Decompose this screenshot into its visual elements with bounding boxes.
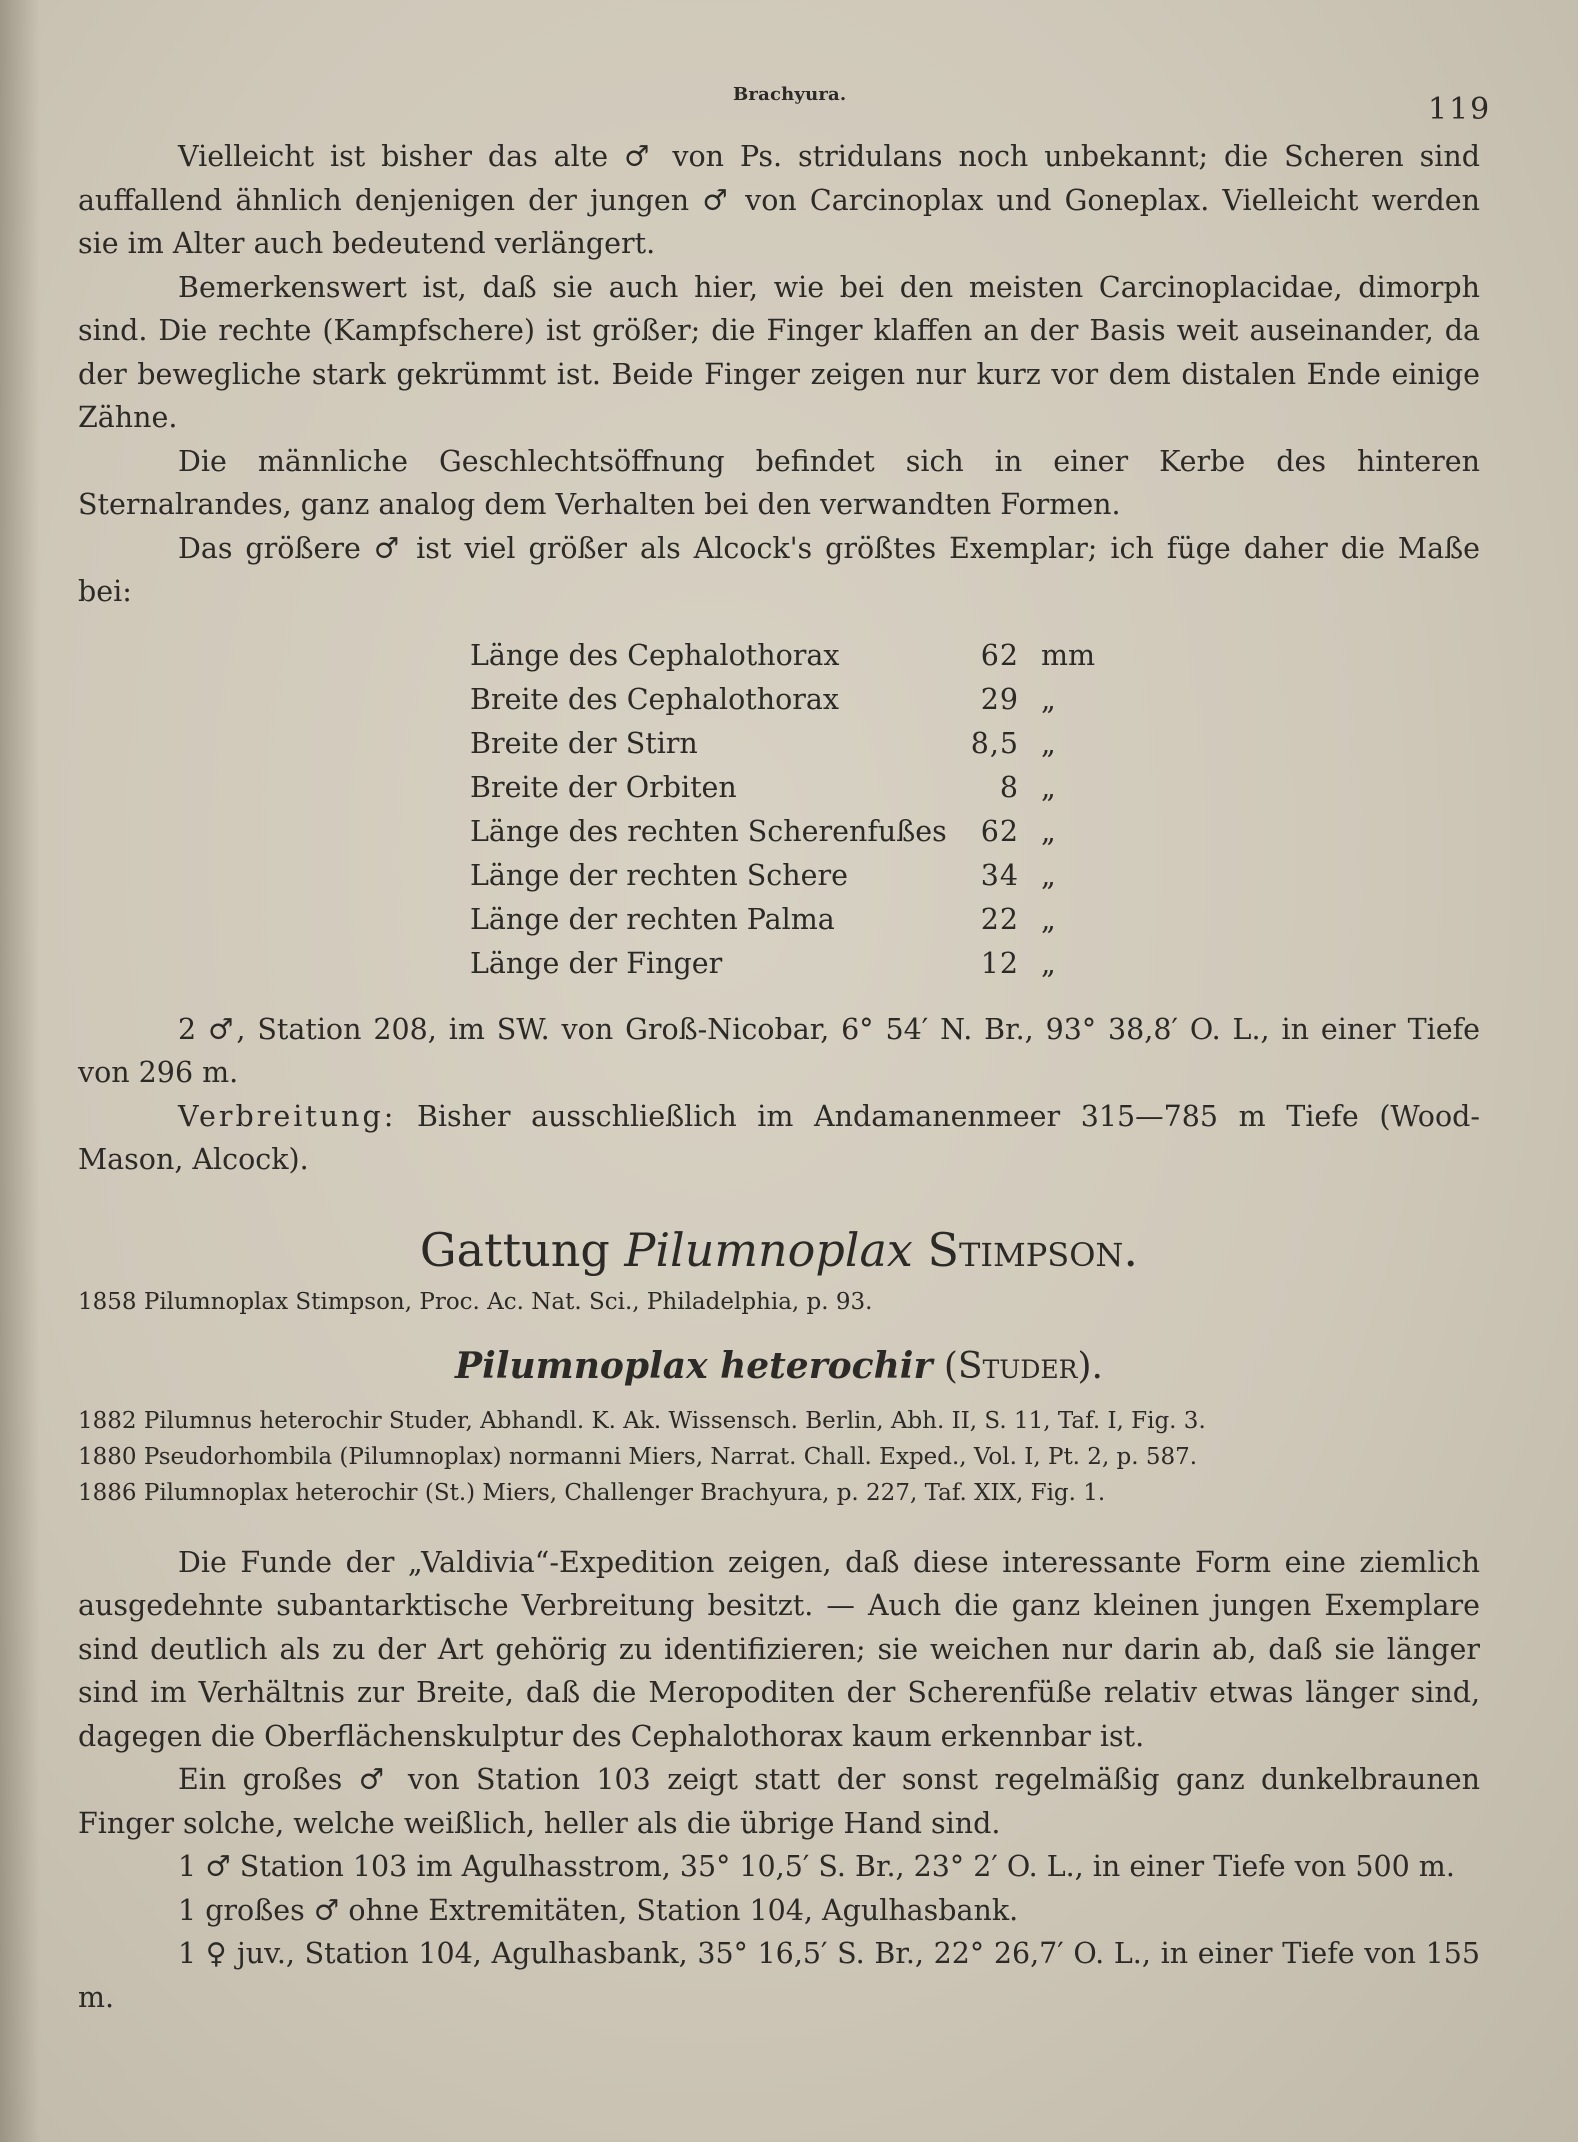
measurement-value: 8,5 <box>970 726 1020 760</box>
paragraph-genital-opening: Die männliche Geschlechtsöffnung befindet sich in einer Kerbe des hinteren Sternalrandes, ganz analog dem Verhalten bei den verwandten Formen. <box>78 444 1480 521</box>
measurement-value: 34 <box>980 858 1020 892</box>
measurement-unit: „ <box>1041 726 1056 760</box>
genus-prefix: Gattung <box>419 1222 610 1277</box>
paragraph-distribution <box>78 1095 1480 1182</box>
measurement-row <box>470 722 1110 766</box>
species-reference: 1882 Pilumnus heterochir Studer, Abhandl. K. Ak. Wissensch. Berlin, Abh. II, S. 11, Taf. I, Fig. 3. <box>78 1407 1206 1434</box>
running-head: Brachyura. <box>733 84 847 105</box>
measurement-unit: „ <box>1041 858 1056 892</box>
species-references <box>78 1403 1480 1511</box>
measurement-unit: „ <box>1041 902 1056 936</box>
distribution-label: Verbreitung: <box>178 1099 397 1133</box>
genus-name: Pilumnoplax <box>624 1222 913 1277</box>
measurement-label: Länge der rechten Schere <box>470 858 848 892</box>
measurement-value: 29 <box>980 682 1020 716</box>
measurement-value: 22 <box>980 902 1020 936</box>
measurement-label: Breite des Cephalothorax <box>470 682 839 716</box>
paragraph-finger-color: Ein großes ♂ von Station 103 zeigt statt der sonst regelmäßig ganz dunkelbraunen Finger solche, welche weißlich, heller als die übrige Hand sind. <box>78 1763 1480 1840</box>
measurement-row <box>470 898 1110 942</box>
genus-author: Stimpson. <box>927 1222 1139 1277</box>
paragraph-station: 2 ♂, Station 208, im SW. von Groß-Nicobar, 6° 54′ N. Br., 93° 38,8′ O. L., in einer Tiefe von 296 m. <box>78 1012 1480 1089</box>
measurement-unit: „ <box>1041 814 1056 848</box>
measurement-value: 8 <box>999 770 1020 804</box>
measurement-label: Breite der Orbiten <box>470 770 737 804</box>
page-body <box>78 135 1480 2019</box>
measurement-label: Breite der Stirn <box>470 726 698 760</box>
species-name: Pilumnoplax heterochir <box>455 1344 933 1387</box>
measurement-label: Länge der rechten Palma <box>470 902 835 936</box>
paragraph-dimorphism: Bemerkenswert ist, daß sie auch hier, wie bei den meisten Carcinoplacidae, dimorph sind. Die rechte (Kampfschere) ist größer; die Finger klaffen an der Basis weit auseinander, da der bewegliche stark gekrümmt ist. Beide Finger zeigen nur kurz vor dem distalen Ende einige Zähne. <box>78 270 1480 434</box>
measurement-value: 62 <box>980 814 1020 848</box>
species-author: (Studer). <box>943 1345 1103 1387</box>
measurement-row <box>470 678 1110 722</box>
distribution-text: Bisher ausschließlich im Andamanenmeer 315—785 m Tiefe (Wood-Mason, Alcock). <box>78 1099 1480 1176</box>
station-record-3: 1 ♀ juv., Station 104, Agulhasbank, 35° 16,5′ S. Br., 22° 26,7′ O. L., in einer Tiefe von 155 m. <box>78 1937 1480 2014</box>
species-heading <box>78 1340 1480 1393</box>
species-reference: 1880 Pseudorhombila (Pilumnoplax) normanni Miers, Narrat. Chall. Exped., Vol. I, Pt. 2, p. 587. <box>78 1443 1198 1470</box>
measurement-row <box>470 634 1110 678</box>
measurement-value: 62 <box>980 638 1020 672</box>
measurement-row <box>470 810 1110 854</box>
measurement-row <box>470 942 1110 986</box>
measurement-unit: „ <box>1041 946 1056 980</box>
page-number: 119 <box>1428 92 1492 127</box>
station-record-1: 1 ♂ Station 103 im Agulhasstrom, 35° 10,5′ S. Br., 23° 2′ O. L., in einer Tiefe von 500 m. <box>178 1850 1455 1883</box>
measurement-value: 12 <box>980 946 1020 980</box>
paragraph-claws: Vielleicht ist bisher das alte ♂ von Ps. stridulans noch unbekannt; die Scheren sind auffallend ähnlich denjenigen der jungen ♂ von Carcinoplax und Goneplax. Vielleicht werden sie im Alter auch bedeutend verlängert. <box>78 140 1480 260</box>
species-reference: 1886 Pilumnoplax heterochir (St.) Miers, Challenger Brachyura, p. 227, Taf. XIX, Fig. 1. <box>78 1479 1106 1506</box>
measurement-unit: „ <box>1041 682 1056 716</box>
genus-heading <box>78 1222 1480 1278</box>
measurement-row <box>470 766 1110 810</box>
measurement-unit: „ <box>1041 770 1056 804</box>
paragraph-measurements-intro: Das größere ♂ ist viel größer als Alcock's größtes Exemplar; ich füge daher die Maße bei: <box>78 531 1480 608</box>
station-record-2: 1 großes ♂ ohne Extremitäten, Station 104, Agulhasbank. <box>178 1893 1019 1927</box>
measurement-label: Länge des rechten Scherenfußes <box>470 814 947 848</box>
measurement-label: Länge des Cephalothorax <box>470 638 840 672</box>
measurements-table <box>470 634 1110 986</box>
measurement-label: Länge der Finger <box>470 946 723 980</box>
measurement-unit: mm <box>1041 638 1096 672</box>
paragraph-valdivia-findings: Die Funde der „Valdivia“-Expedition zeigen, daß diese interessante Form eine ziemlich ausgedehnte subantarktische Verbreitung besitzt. — Auch die ganz kleinen jungen Exemplare sind deutlich als zu der Art gehörig zu identifizieren; sie weichen nur darin ab, daß sie länger sind im Verhältnis zur Breite, daß die Meropoditen der Scherenfüße relativ etwas länger sind, dagegen die Oberflächenskulptur des Cephalothorax kaum erkennbar ist. <box>78 1545 1480 1753</box>
genus-reference: 1858 Pilumnoplax Stimpson, Proc. Ac. Nat. Sci., Philadelphia, p. 93. <box>78 1288 873 1315</box>
measurement-row <box>470 854 1110 898</box>
